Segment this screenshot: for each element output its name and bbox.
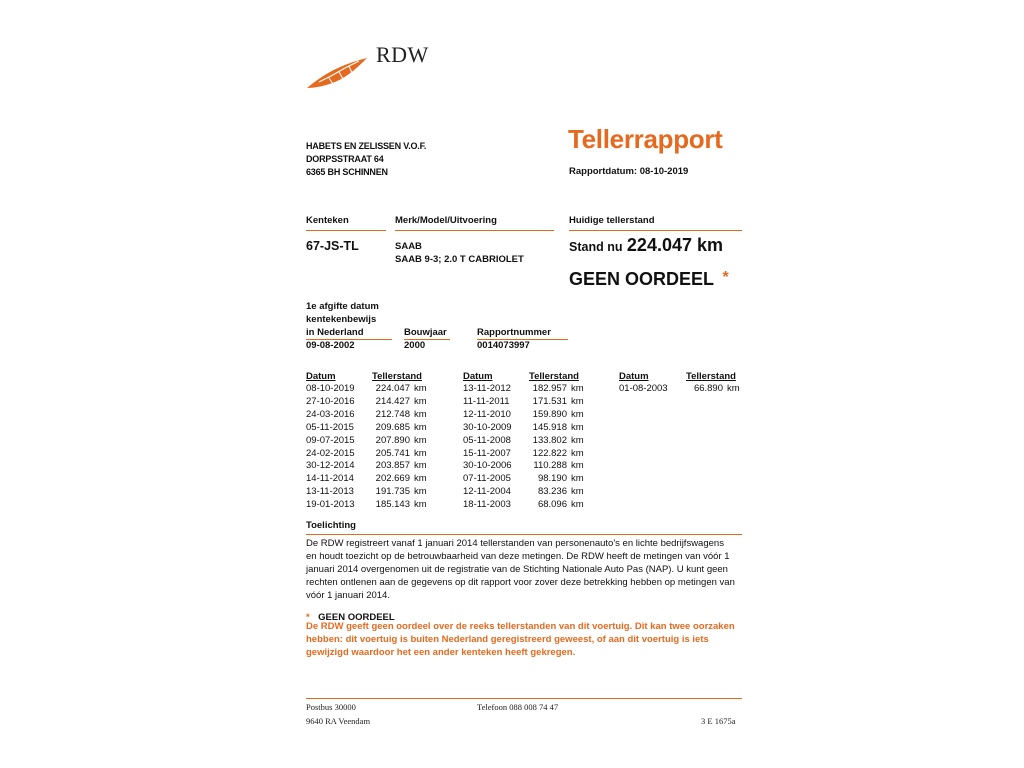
reading-value: 159.890	[532, 408, 567, 420]
col3-stand-header: Tellerstand	[686, 371, 736, 382]
reading-unit: km	[571, 408, 584, 420]
reading-date: 13-11-2013	[306, 486, 354, 498]
rdw-logo-icon	[305, 52, 369, 90]
verdict-star: *	[722, 269, 729, 286]
stand-value: 224.047 km	[626, 235, 724, 255]
reading-value: 171.531	[532, 395, 567, 407]
reading-unit: km	[414, 408, 427, 420]
reading-value: 68.096	[537, 499, 567, 511]
col2-datum-header: Datum	[463, 371, 493, 382]
footer-divider	[306, 698, 742, 699]
afgifte-label-line1: 1e afgifte datum	[306, 301, 379, 312]
reading-date: 13-11-2012	[463, 383, 511, 394]
sender-street: DORPSSTRAAT 64	[306, 154, 384, 164]
merk-underline	[395, 230, 554, 231]
reading-date: 30-12-2014	[306, 460, 355, 472]
reading-value: 214.427	[375, 395, 410, 407]
reading-unit: km	[571, 421, 584, 433]
merk-label: Merk/Model/Uitvoering	[395, 215, 497, 226]
reading-value: 205.741	[375, 447, 410, 459]
footer-telefoon: Telefoon 088 008 74 47	[477, 702, 559, 712]
reading-value: 182.957	[532, 383, 567, 394]
note-star: *	[306, 612, 310, 623]
reading-value: 98.190	[537, 473, 567, 485]
reading-value: 66.890	[693, 383, 723, 394]
col1-stand-header: Tellerstand	[372, 371, 422, 382]
merk-value: SAAB	[395, 241, 422, 252]
model-value: SAAB 9-3; 2.0 T CABRIOLET	[395, 254, 524, 265]
reading-unit: km	[414, 447, 427, 459]
reading-date: 12-11-2004	[463, 486, 511, 498]
toelichting-text: De RDW registreert vanaf 1 januari 2014 tellerstanden van personenauto's en lichte bedrijfswagens en houdt toezicht op de betrouwbaarheid van deze metingen. De RDW heeft de metingen van vóór 1 januari 2014 overgenomen uit de registratie van de Stichting Nationale Auto Pas (NAP). U kunt geen rechten ontlenen aan de gegevens op dit rapport voor zover deze betrekking hebben op metingen van vóór 1 januari 2014.	[306, 538, 735, 601]
huidige-underline	[569, 230, 742, 231]
reading-date: 19-01-2013	[306, 499, 355, 511]
reading-date: 05-11-2015	[306, 421, 354, 433]
afgifte-label-line2: kentekenbewijs	[306, 314, 377, 325]
bouwjaar-value: 2000	[404, 340, 426, 351]
reading-value: 145.918	[532, 421, 567, 433]
reading-unit: km	[727, 383, 740, 394]
toelichting-underline	[306, 534, 742, 535]
note-heading: GEEN OORDEEL	[318, 612, 395, 623]
report-title: Tellerrapport	[568, 124, 723, 154]
reading-date: 09-07-2015	[306, 434, 355, 446]
reading-value: 110.288	[533, 460, 567, 472]
note-text: De RDW geeft geen oordeel over de reeks tellerstanden van dit voertuig. Dit kan twee oorzaken hebben: dit voertuig is buiten Nederland geregistreerd geweest, of aan dit voertuig is iets gewijzigd waardoor het een ander kenteken heeft gekregen.	[306, 621, 735, 658]
reading-value: 203.857	[375, 460, 410, 472]
reading-value: 224.047	[375, 383, 410, 394]
stand-nu	[569, 235, 723, 256]
footer-code: 3 E 1675a	[701, 716, 736, 726]
reading-date: 18-11-2003	[463, 499, 511, 511]
reading-unit: km	[571, 383, 584, 394]
reading-unit: km	[414, 499, 427, 511]
verdict-text: GEEN OORDEEL	[569, 269, 715, 289]
reading-value: 133.802	[532, 434, 567, 446]
reading-date: 08-10-2019	[306, 383, 355, 394]
reading-value: 202.669	[375, 473, 410, 485]
reading-unit: km	[414, 486, 427, 498]
reading-unit: km	[414, 460, 427, 472]
reading-unit: km	[571, 486, 584, 498]
stand-prefix: Stand nu	[569, 240, 623, 254]
afgifte-label-line3: in Nederland	[306, 327, 364, 338]
reading-unit: km	[414, 421, 427, 433]
reading-value: 185.143	[375, 499, 410, 511]
footer-postbus: Postbus 30000	[306, 702, 356, 712]
reading-date: 07-11-2005	[463, 473, 511, 485]
reading-unit: km	[571, 499, 584, 511]
col2-stand-header: Tellerstand	[529, 371, 579, 382]
reading-date: 11-11-2011	[463, 395, 510, 407]
kenteken-underline	[306, 230, 386, 231]
reading-date: 30-10-2006	[463, 460, 512, 472]
reading-unit: km	[571, 447, 584, 459]
reading-value: 122.822	[532, 447, 567, 459]
reading-unit: km	[414, 395, 427, 407]
reading-unit: km	[414, 383, 427, 394]
rapportnummer-label: Rapportnummer	[477, 327, 551, 338]
reading-date: 05-11-2008	[463, 434, 511, 446]
rapportnummer-value: 0014073997	[477, 340, 530, 351]
sender-city: 6365 BH SCHINNEN	[306, 167, 388, 177]
reading-date: 12-11-2010	[463, 408, 511, 420]
toelichting-heading: Toelichting	[306, 520, 356, 531]
col1-datum-header: Datum	[306, 371, 336, 382]
reading-date: 30-10-2009	[463, 421, 512, 433]
reading-unit: km	[571, 473, 584, 485]
reading-date: 15-11-2007	[463, 447, 511, 459]
reading-value: 83.236	[537, 486, 567, 498]
reading-value: 207.890	[375, 434, 410, 446]
reading-unit: km	[414, 473, 427, 485]
reading-date: 24-02-2015	[306, 447, 355, 459]
col3-datum-header: Datum	[619, 371, 649, 382]
reading-unit: km	[571, 395, 584, 407]
reading-value: 209.685	[375, 421, 410, 433]
report-date: Rapportdatum: 08-10-2019	[569, 166, 689, 177]
reading-unit: km	[571, 460, 584, 472]
kenteken-value: 67-JS-TL	[306, 239, 359, 253]
kenteken-label: Kenteken	[306, 215, 349, 226]
bouwjaar-label: Bouwjaar	[404, 327, 447, 338]
reading-date: 27-10-2016	[306, 395, 355, 407]
afgifte-value: 09-08-2002	[306, 340, 355, 351]
verdict	[569, 269, 729, 290]
reading-date: 01-08-2003	[619, 383, 668, 394]
footer-plaats: 9640 RA Veendam	[306, 716, 371, 726]
reading-unit: km	[414, 434, 427, 446]
sender-name: HABETS EN ZELISSEN V.O.F.	[306, 141, 427, 151]
reading-date: 14-11-2014	[306, 473, 354, 485]
reading-unit: km	[571, 434, 584, 446]
huidige-label: Huidige tellerstand	[569, 215, 655, 226]
reading-date: 24-03-2016	[306, 408, 355, 420]
reading-value: 212.748	[375, 408, 410, 420]
reading-value: 191.735	[375, 486, 410, 498]
brand-name: RDW	[376, 42, 429, 67]
